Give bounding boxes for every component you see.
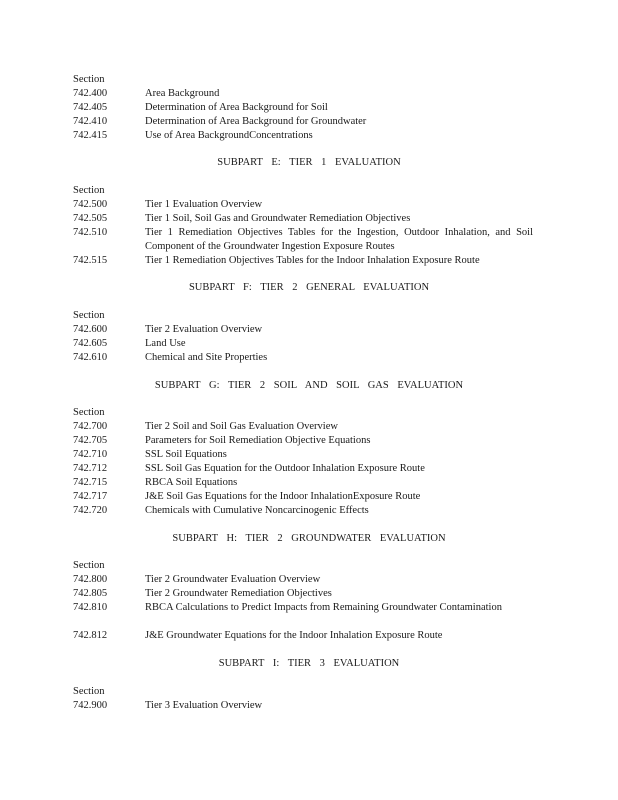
section-title: Tier 2 Evaluation Overview	[145, 324, 263, 335]
section-number: 742.710	[73, 449, 108, 460]
section-number: 742.505	[73, 213, 108, 224]
section-title: Tier 1 Soil, Soil Gas and Groundwater Remediation Objectives	[145, 213, 411, 224]
toc-row	[0, 490, 618, 504]
section-title: Chemical and Site Properties	[145, 352, 268, 363]
section-title: Tier 2 Groundwater Remediation Objectives	[145, 588, 332, 599]
section-number: 742.800	[73, 574, 108, 585]
section-number: 742.410	[73, 116, 108, 127]
section-title: Area Background	[145, 88, 220, 99]
toc-row	[0, 87, 618, 101]
section-number: 742.717	[73, 491, 108, 502]
section-number: 742.400	[73, 88, 108, 99]
subpart-f-heading: SUBPART F: TIER 2 GENERAL EVALUATION	[188, 282, 430, 293]
section-title: Land Use	[145, 338, 186, 349]
section-number: 742.415	[73, 130, 108, 141]
section-number: 742.712	[73, 463, 108, 474]
section-number: 742.810	[73, 602, 108, 613]
toc-row	[0, 198, 618, 212]
toc-row	[0, 573, 618, 587]
subpart-i-heading: SUBPART I: TIER 3 EVALUATION	[218, 658, 400, 669]
section-title: Determination of Area Background for Groundwater	[145, 116, 367, 127]
section-title: Tier 1 Evaluation Overview	[145, 199, 263, 210]
subpart-h-heading: SUBPART H: TIER 2 GROUNDWATER EVALUATION	[172, 533, 446, 544]
section-title: Tier 1 Remediation Objectives Tables for the Indoor Inhalation Exposure Route	[145, 255, 480, 266]
toc-row	[0, 337, 618, 351]
section-number: 742.515	[73, 255, 108, 266]
section-number: 742.805	[73, 588, 108, 599]
section-column-label: Section	[73, 686, 105, 697]
section-title: Tier 2 Groundwater Evaluation Overview	[145, 574, 321, 585]
section-title: SSL Soil Gas Equation for the Outdoor Inhalation Exposure Route	[145, 463, 425, 474]
section-column-label: Section	[73, 560, 105, 571]
toc-row	[0, 629, 618, 643]
section-title: Tier 2 Soil and Soil Gas Evaluation Overview	[145, 421, 338, 432]
toc-row	[0, 434, 618, 448]
toc-row	[0, 699, 618, 713]
section-number: 742.510	[73, 227, 108, 238]
section-title: RBCA Soil Equations	[145, 477, 238, 488]
toc-row	[0, 129, 618, 143]
section-number: 742.812	[73, 630, 108, 641]
section-number: 742.405	[73, 102, 108, 113]
section-title: Tier 1 Remediation Objectives Tables for the Ingestion, Outdoor Inhalation, and Soil Component of the Groundwater Ingestion Exposure Routes	[145, 227, 533, 252]
section-title: Determination of Area Background for Soil	[145, 102, 328, 113]
toc-row	[0, 101, 618, 115]
section-number: 742.600	[73, 324, 108, 335]
section-column-label: Section	[73, 310, 105, 321]
section-column-label: Section	[73, 74, 105, 85]
section-title: RBCA Calculations to Predict Impacts from Remaining Groundwater Contamination	[145, 602, 502, 613]
section-title: SSL Soil Equations	[145, 449, 227, 460]
toc-row	[0, 351, 618, 365]
toc-row	[0, 212, 618, 226]
section-title: Parameters for Soil Remediation Objective Equations	[145, 435, 371, 446]
toc-row	[0, 254, 618, 268]
toc-row	[0, 476, 618, 490]
toc-row	[0, 448, 618, 462]
toc-row	[0, 420, 618, 434]
toc-row	[0, 226, 618, 254]
toc-row	[0, 587, 618, 601]
section-number: 742.700	[73, 421, 108, 432]
subpart-g-heading: SUBPART G: TIER 2 SOIL AND SOIL GAS EVALUATION	[154, 380, 464, 391]
section-title: Chemicals with Cumulative Noncarcinogenic Effects	[145, 505, 369, 516]
toc-row	[0, 323, 618, 337]
section-title: Use of Area BackgroundConcentrations	[145, 130, 313, 141]
section-number: 742.720	[73, 505, 108, 516]
toc-row	[0, 504, 618, 518]
section-number: 742.500	[73, 199, 108, 210]
section-number: 742.705	[73, 435, 108, 446]
section-title: J&E Soil Gas Equations for the Indoor InhalationExposure Route	[145, 491, 421, 502]
toc-row	[0, 601, 618, 629]
section-number: 742.610	[73, 352, 108, 363]
section-number: 742.900	[73, 700, 108, 711]
section-number: 742.605	[73, 338, 108, 349]
toc-row	[0, 115, 618, 129]
section-title: Tier 3 Evaluation Overview	[145, 700, 263, 711]
section-title: J&E Groundwater Equations for the Indoor Inhalation Exposure Route	[145, 630, 443, 641]
toc-row	[0, 462, 618, 476]
section-column-label: Section	[73, 407, 105, 418]
subpart-e-heading: SUBPART E: TIER 1 EVALUATION	[217, 157, 401, 168]
section-column-label: Section	[73, 185, 105, 196]
section-number: 742.715	[73, 477, 108, 488]
